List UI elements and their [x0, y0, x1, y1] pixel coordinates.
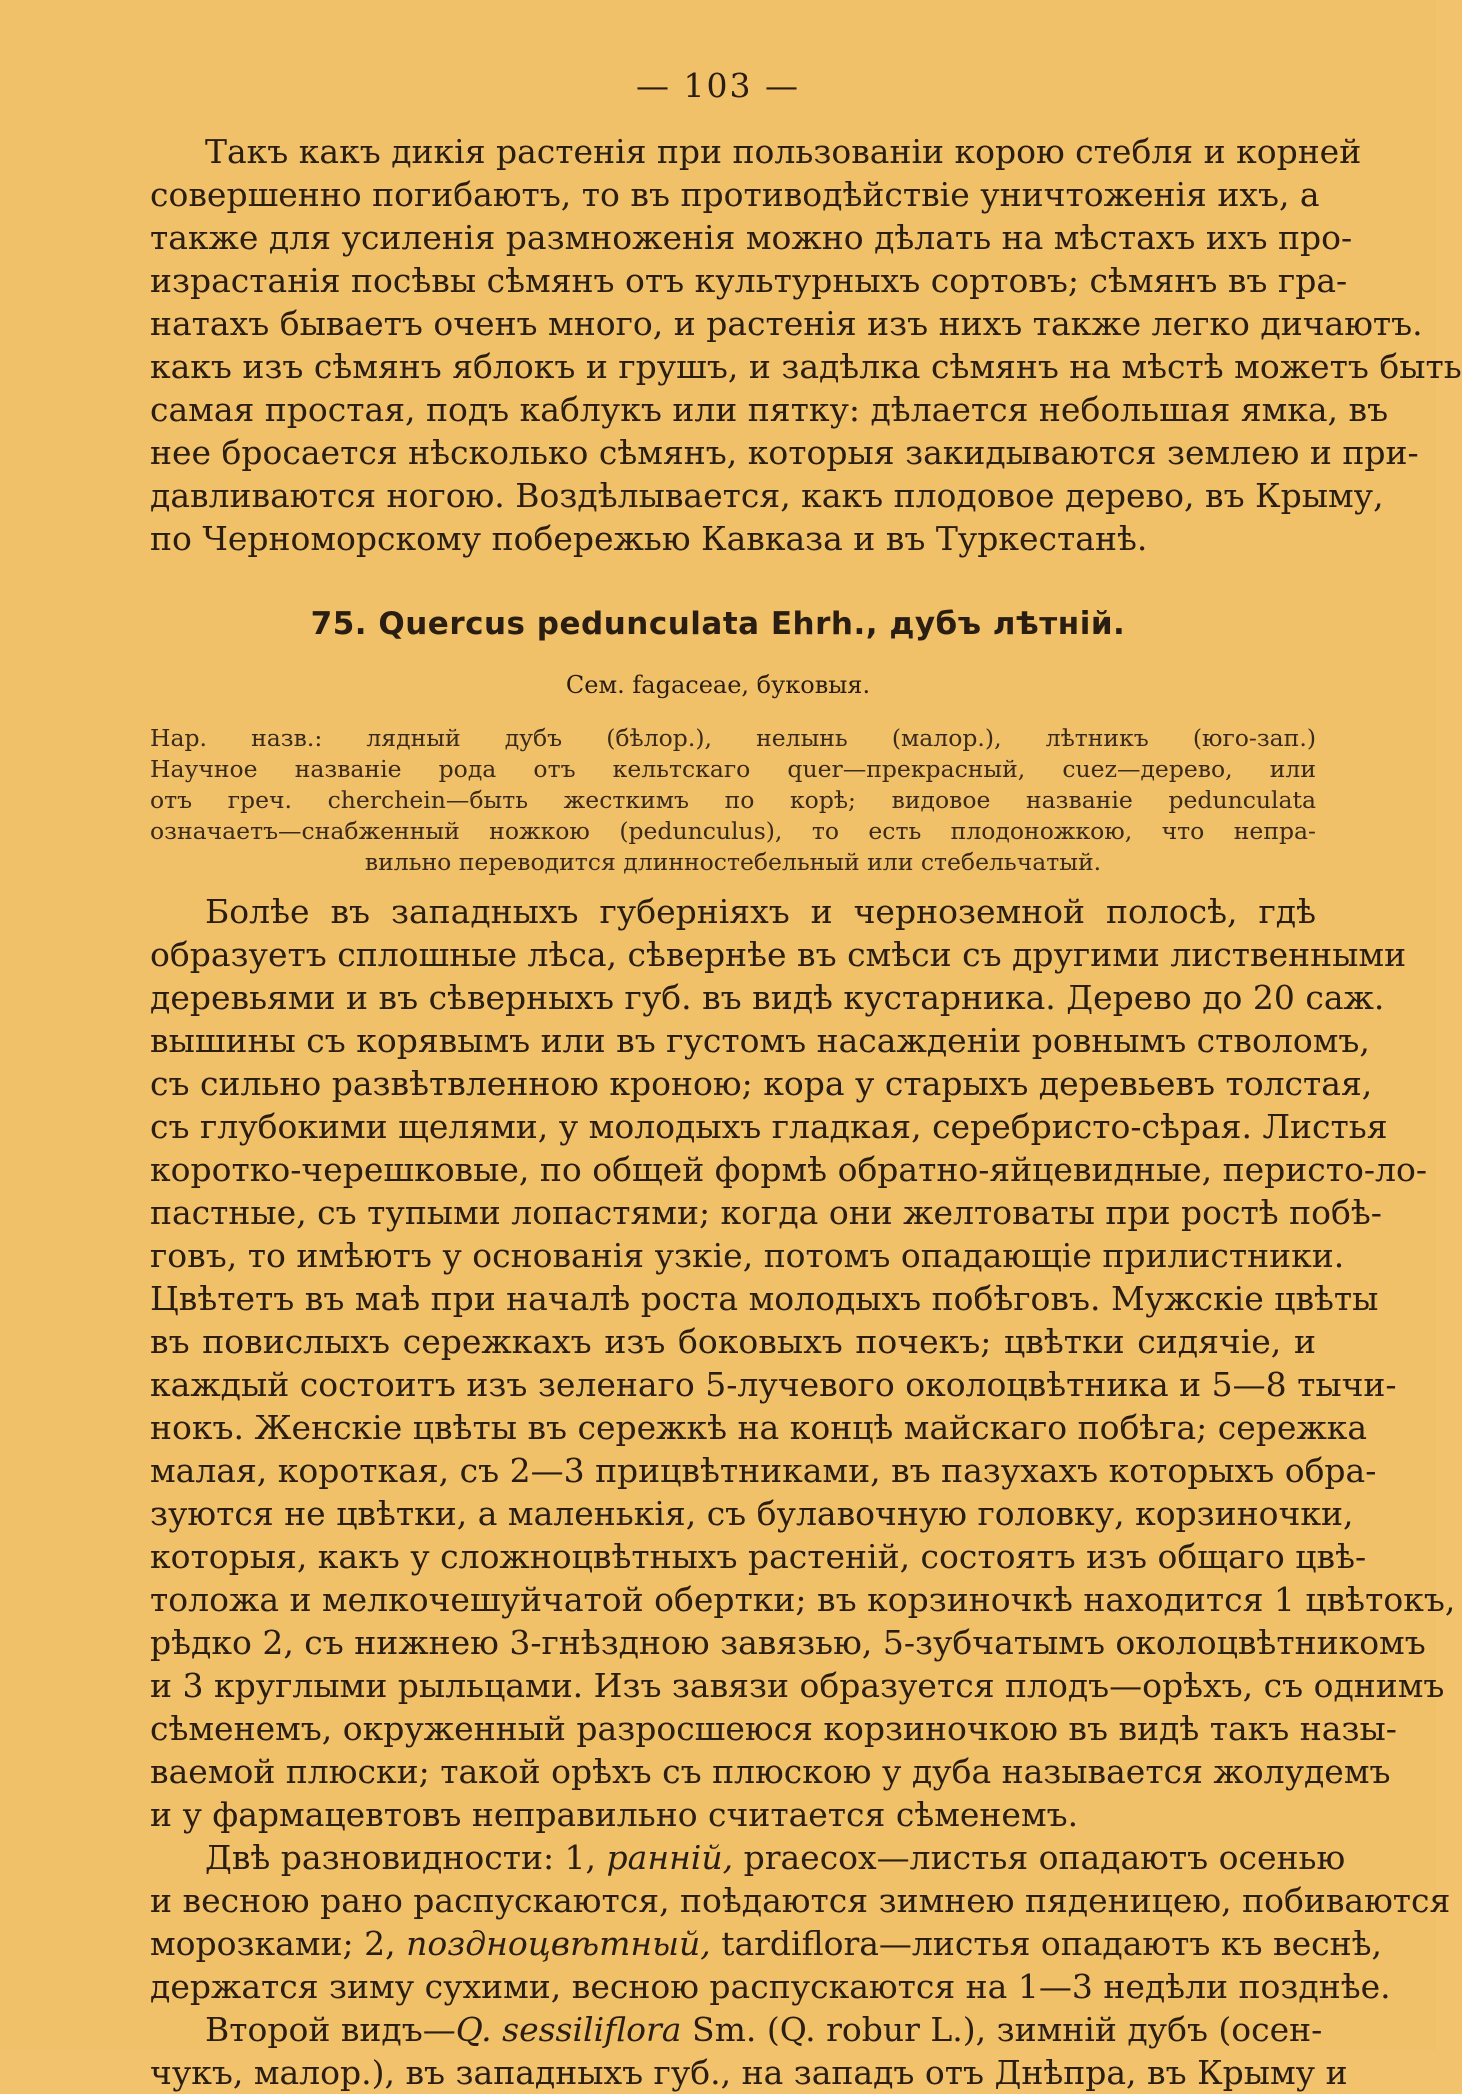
name-notes [150, 723, 1316, 878]
text-run: Sm. (Q. robur L.), зимній дубъ (осен- [681, 2010, 1323, 2049]
text-run: Двѣ разновидности: 1, [205, 1838, 607, 1877]
text-line: нее бросается нѣсколько сѣмянъ, которыя закидываются землею и при- [150, 433, 1419, 472]
text-line: ваемой плюски; такой орѣхъ съ плюскою у дуба называется жолудемъ [150, 1752, 1391, 1791]
variety-name-late: поздноцвѣтный, [406, 1924, 711, 1963]
text-line: говъ, то имѣютъ у основанія узкіе, потомъ опадающіе прилистники. [150, 1236, 1345, 1275]
text-line: малая, короткая, съ 2—3 прицвѣтниками, въ пазухахъ которыхъ обра- [150, 1451, 1377, 1490]
family-label: Сем. fagaceae, буковыя. [565, 671, 871, 699]
text-line: толожа и мелкочешуйчатой обертки; въ корзиночкѣ находится 1 цвѣтокъ, [150, 1580, 1456, 1619]
text-line: и 3 круглыми рыльцами. Изъ завязи образуется плодъ—орѣхъ, съ однимъ [150, 1666, 1445, 1705]
text-line [150, 2008, 1323, 2051]
text-line: Цвѣтетъ въ маѣ при началѣ роста молодыхъ побѣговъ. Мужскіе цвѣты [150, 1279, 1379, 1318]
text-line: сѣменемъ, окруженный разросшеюся корзиночкою въ видѣ такъ назы- [150, 1709, 1397, 1748]
text-line: по Черноморскому побережью Кавказа и въ Туркестанѣ. [150, 519, 1148, 558]
text-line: самая простая, подъ каблукъ или пятку: дѣлается небольшая ямка, въ [150, 390, 1389, 429]
text-line: держатся зиму сухими, весною распускаются на 1—3 недѣли позднѣе. [150, 1967, 1391, 2006]
text-line [150, 1922, 1382, 1965]
text-line: также для усиленія размноженія можно дѣлать на мѣстахъ ихъ про- [150, 218, 1353, 257]
text-line: нокъ. Женскіе цвѣты въ сережкѣ на концѣ майскаго побѣга; сережка [150, 1408, 1368, 1447]
text-line: чукъ, малор.), въ западныхъ губ., на западъ отъ Днѣпра, въ Крыму и [150, 2053, 1348, 2092]
text-line [150, 1836, 1346, 1879]
text-run: praecox—листья опадаютъ осенью [733, 1838, 1346, 1877]
species-name: Q. sessiliflora [455, 2010, 682, 2049]
description-paragraph [150, 890, 1456, 1836]
note-line: вильно переводится длинностебельный или стебельчатый. [364, 848, 1102, 876]
text-line: давливаются ногою. Воздѣлывается, какъ плодовое дерево, въ Крыму, [150, 476, 1384, 515]
text-run: Второй видъ— [205, 2010, 456, 2049]
text-line: какъ изъ сѣмянъ яблокъ и грушъ, и задѣлка сѣмянъ на мѣстѣ можетъ быть [150, 347, 1462, 386]
note-line: означаетъ—снабженный ножкою (pedunculus), то есть плодоножкою, что непра- [150, 817, 1316, 845]
text-line: пастные, съ тупыми лопастями; когда они желтоваты при ростѣ побѣ- [150, 1193, 1382, 1232]
text-line: вышины съ корявымъ или въ густомъ насажденіи ровнымъ стволомъ, [150, 1021, 1370, 1060]
text-line: деревьями и въ сѣверныхъ губ. въ видѣ кустарника. Дерево до 20 саж. [150, 978, 1385, 1017]
text-line: совершенно погибаютъ, то въ противодѣйствіе уничтоженія ихъ, а [150, 175, 1320, 214]
text-line: Такъ какъ дикія растенія при пользованіи корою стебля и корней [205, 132, 1362, 171]
varieties-paragraph [150, 1836, 1451, 2008]
page-number: — 103 — [636, 66, 800, 105]
text-line: зуются не цвѣтки, а маленькія, съ булавочную головку, корзиночки, [150, 1494, 1354, 1533]
variety-name-early: ранній, [606, 1838, 734, 1877]
note-line: Нар. назв.: лядный дубъ (бѣлор.), нелынь (малор.), лѣтникъ (юго-зап.) [150, 724, 1316, 752]
text-run: tardiflora—листья опадаютъ къ веснѣ, [710, 1924, 1382, 1963]
text-line: натахъ бываетъ оченъ много, и растенія изъ нихъ также легко дичаютъ. [150, 304, 1423, 343]
text-run: морозками; 2, [150, 1924, 407, 1963]
note-line: Научное названіе рода отъ кельтскаго quer—прекрасный, cuez—дерево, или [150, 755, 1316, 783]
text-line: Болѣе въ западныхъ губерніяхъ и черноземной полосѣ, гдѣ [205, 892, 1316, 931]
text-line: и весною рано распускаются, поѣдаются зимнею пяденицею, побиваются [150, 1881, 1451, 1920]
text-line: каждый состоитъ изъ зеленаго 5-лучевого околоцвѣтника и 5—8 тычи- [150, 1365, 1397, 1404]
text-line: рѣдко 2, съ нижнею 3-гнѣздною завязью, 5-зубчатымъ околоцвѣтникомъ [150, 1623, 1426, 1662]
text-line: съ сильно развѣтвленною кроною; кора у старыхъ деревьевъ толстая, [150, 1064, 1373, 1103]
text-line: и у фармацевтовъ неправильно считается сѣменемъ. [150, 1795, 1079, 1834]
text-line: которыя, какъ у сложноцвѣтныхъ растеній, состоятъ изъ общаго цвѣ- [150, 1537, 1367, 1576]
text-line: съ глубокими щелями, у молодыхъ гладкая, серебристо-сѣрая. Листья [150, 1107, 1388, 1146]
section-heading: 75. Quercus pedunculata Ehrh., дубъ лѣтній. [310, 606, 1126, 642]
note-line: отъ греч. chercheіn—быть жесткимъ по корѣ; видовое названіе pedunculata [150, 786, 1316, 814]
text-line: въ повислыхъ сережкахъ изъ боковыхъ почекъ; цвѣтки сидячіе, и [150, 1322, 1316, 1361]
text-line: образуетъ сплошные лѣса, сѣвернѣе въ смѣси съ другими лиственными [150, 935, 1407, 974]
text-line: коротко-черешковые, по общей формѣ обратно-яйцевидные, перисто-ло- [150, 1150, 1427, 1189]
intro-paragraph [150, 130, 1462, 560]
text-line: израстанія посѣвы сѣмянъ отъ культурныхъ сортовъ; сѣмянъ въ гра- [150, 261, 1348, 300]
second-species-paragraph [150, 2008, 1348, 2092]
